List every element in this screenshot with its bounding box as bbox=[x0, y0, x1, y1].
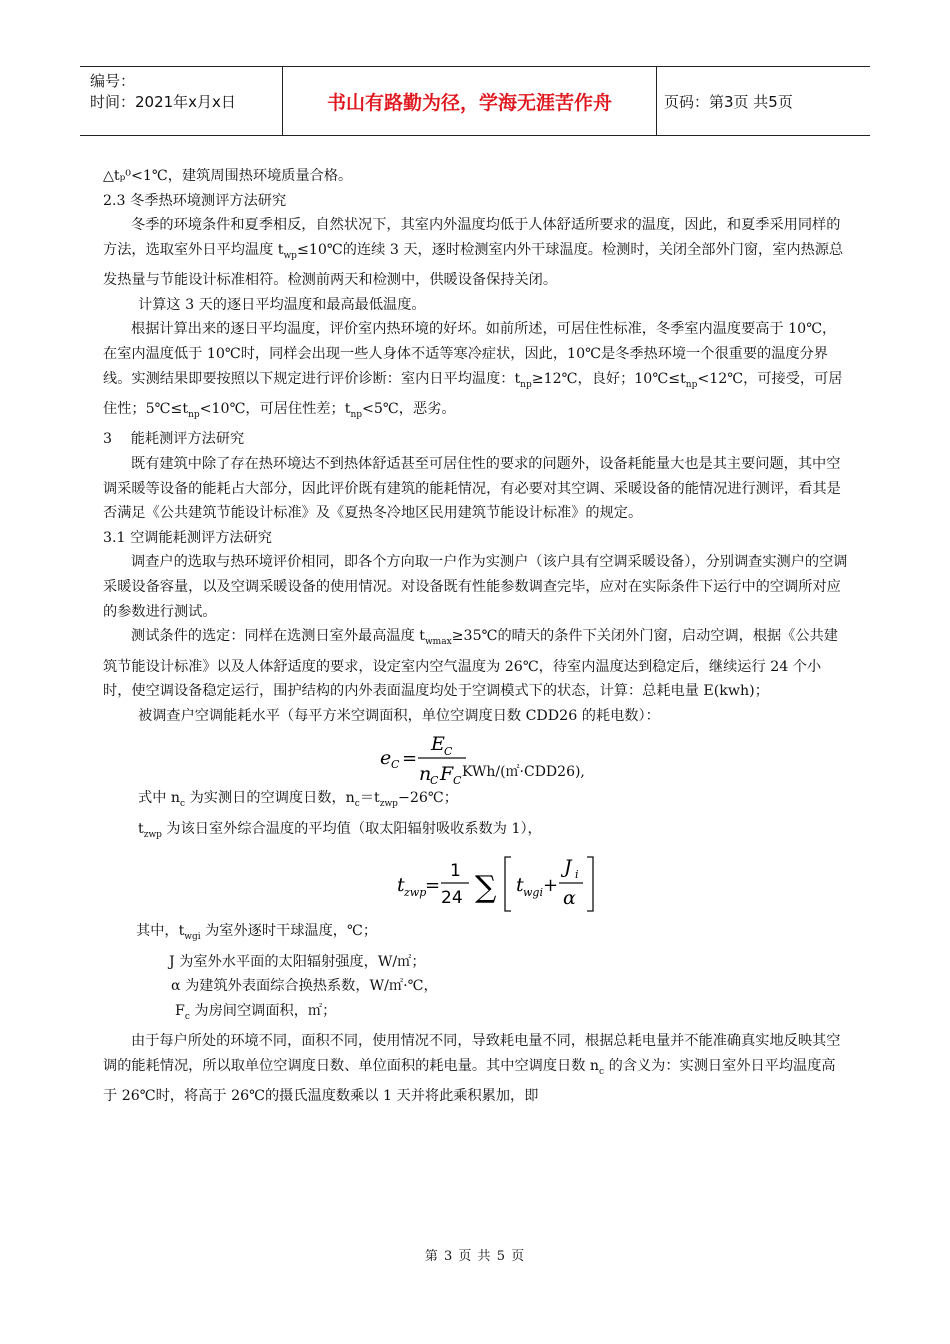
svg-text:C: C bbox=[430, 774, 439, 787]
svg-text:J: J bbox=[564, 856, 572, 879]
header-time-label: 时间：2021年x月x日 bbox=[90, 93, 236, 111]
equation-tzwp bbox=[103, 847, 848, 919]
svg-text:C: C bbox=[444, 745, 453, 759]
equation-tzwp-formula bbox=[395, 847, 655, 919]
svg-text:wgi: wgi bbox=[523, 886, 543, 900]
paragraph: 冬季的环境条件和夏季相反，自然状况下，其室内外温度均低于人体舒适所要求的温度，因此，和夏季采用同样的方法，选取室外日平均温度 $t_{wp}\le 10℃$的连续 3 天，逐时检测室内外干球温度。检测时，关闭全部外门窗，室内热源总发热量与节能设计标准相符。检测前两天和检测中，供暖设备保持关闭。 bbox=[103, 217, 844, 289]
header-number-label: 编号： bbox=[90, 72, 136, 90]
svg-text:C: C bbox=[453, 774, 462, 787]
paragraph: 测试条件的选定：同样在选测日室外最高温度 $t_{wmax}\ge 35℃$的晴天的条件下关闭外门窗，启动空调，根据《公共建筑节能设计标准》以及人体舒适度的要求，设定室内空气温度为 26℃，待室内温度达到稳定后，继续运行 24 个小时，使空调设备稳定运行，围护结构的内外表面温度均处于空调模式下的状态，计算：总耗电量 E(kwh)； bbox=[103, 628, 838, 700]
paragraph: J 为室外水平面的太阳辐射强度，W/㎡； bbox=[169, 953, 426, 970]
equation-unit: KWh/(㎡·CDD26), bbox=[462, 764, 585, 781]
svg-text:α: α bbox=[563, 887, 576, 910]
section-heading: 3 能耗测评方法研究 bbox=[103, 431, 245, 448]
svg-text:i: i bbox=[575, 868, 579, 882]
paragraph: α 为建筑外表面综合换热系数，W/㎡·℃， bbox=[171, 978, 438, 995]
svg-text:=: = bbox=[425, 875, 441, 897]
svg-text:E: E bbox=[431, 733, 445, 756]
paragraph: 其中，$t_{wgi}$ 为室外逐时干球温度，℃； bbox=[136, 923, 378, 943]
section-heading: 2.3 冬季热环境测评方法研究 bbox=[103, 192, 287, 209]
svg-text:t: t bbox=[516, 874, 524, 897]
header-motto: 书山有路勤为径，学海无涯苦作舟 bbox=[283, 67, 657, 135]
paragraph: 调查户的选取与热环境评价相同，即各个方向取一户作为实测户（该户具有空调采暖设备），分别调查实测户的空调采暖设备容量，以及空调采暖设备的使用情况。对设备既有性能参数调查完毕，应对在实际条件下运行中的空调所对应的参数进行测试。 bbox=[103, 554, 848, 620]
svg-text:zwp: zwp bbox=[404, 886, 427, 900]
section-heading: 3.1 空调能耗测评方法研究 bbox=[103, 529, 272, 546]
svg-text:∑: ∑ bbox=[475, 870, 497, 906]
svg-text:t: t bbox=[397, 874, 405, 897]
paragraph: 式中 $n_c$ 为实测日的空调度日数，$n_c=t_{zwp}-26℃$； bbox=[138, 790, 458, 810]
svg-text:24: 24 bbox=[441, 888, 463, 909]
svg-text:F: F bbox=[440, 763, 454, 786]
svg-text:e: e bbox=[380, 747, 392, 770]
paragraph: 计算这 3 天的逐日平均温度和最高最低温度。 bbox=[138, 296, 426, 313]
paragraph: 由于每户所处的环境不同，面积不同，使用情况不同，导致耗电量不同，根据总耗电量并不能准确真实地反映其空调的能耗情况，所以取单位空调度日数、单位面积的耗电量。其中空调度日数 $n_c$ 的含义为：实测日室外日平均温度高于 26℃时，将高于 26℃的摄氏温度数乘以 1 天并将此乘积累加，即 bbox=[103, 1033, 841, 1105]
page-footer: 第 3 页 共 5 页 bbox=[424, 1249, 526, 1264]
paragraph: 被调查户空调能耗水平（每平方米空调面积，单位空调度日数 CDD26 的耗电数）： bbox=[138, 707, 660, 724]
paragraph: 既有建筑中除了存在热环境达不到热体舒适甚至可居住性的要求的问题外，设备耗能量大也是其主要问题，其中空调采暖等设备的能耗占大部分，因此评价既有建筑的能耗情况，有必要对其空调、采暖设备的能情况进行测评，看其是否满足《公共建筑节能设计标准》及《夏热冬冷地区民用建筑节能设计标准》的规定。 bbox=[103, 456, 841, 522]
svg-text:n: n bbox=[419, 763, 432, 786]
paragraph: $t_{zwp}$ 为该日室外综合温度的平均值（取太阳辐射吸收系数为 1）， bbox=[138, 820, 542, 840]
header-page-info: 页码：第3页 共5页 bbox=[664, 92, 793, 111]
paragraph: △tₚ⁰<1℃，建筑周围热环境质量合格。 bbox=[103, 168, 353, 184]
header-meta bbox=[80, 67, 283, 135]
document-body bbox=[103, 164, 848, 1109]
svg-text:C: C bbox=[391, 758, 400, 772]
paragraph: $F_c$ 为房间空调面积，㎡； bbox=[175, 1002, 337, 1022]
svg-text:1: 1 bbox=[450, 861, 461, 882]
equation-energy-level bbox=[103, 728, 848, 786]
svg-text:+: + bbox=[543, 875, 559, 897]
svg-text:=: = bbox=[402, 748, 418, 770]
paragraph: 根据计算出来的逐日平均温度，评价室内热环境的好坏。如前所述，可居住性标准，冬季室内温度要高于 10℃，在室内温度低于 10℃时，同样会出现一些人身体不适等寒冷症状，因此，10℃是冬季热环境一个很重要的温度分界线。实测结果即要按照以下规定进行评价诊断：室内日平均温度：$t_{np}\ge 12℃$，良好；$10℃\le t_{np}<12℃$，可接受，可居住性；$5℃\le t_{np}<10℃$，可居住性差；$t_{np}<5℃$，恶劣。 bbox=[103, 321, 843, 420]
page-header bbox=[80, 66, 870, 136]
